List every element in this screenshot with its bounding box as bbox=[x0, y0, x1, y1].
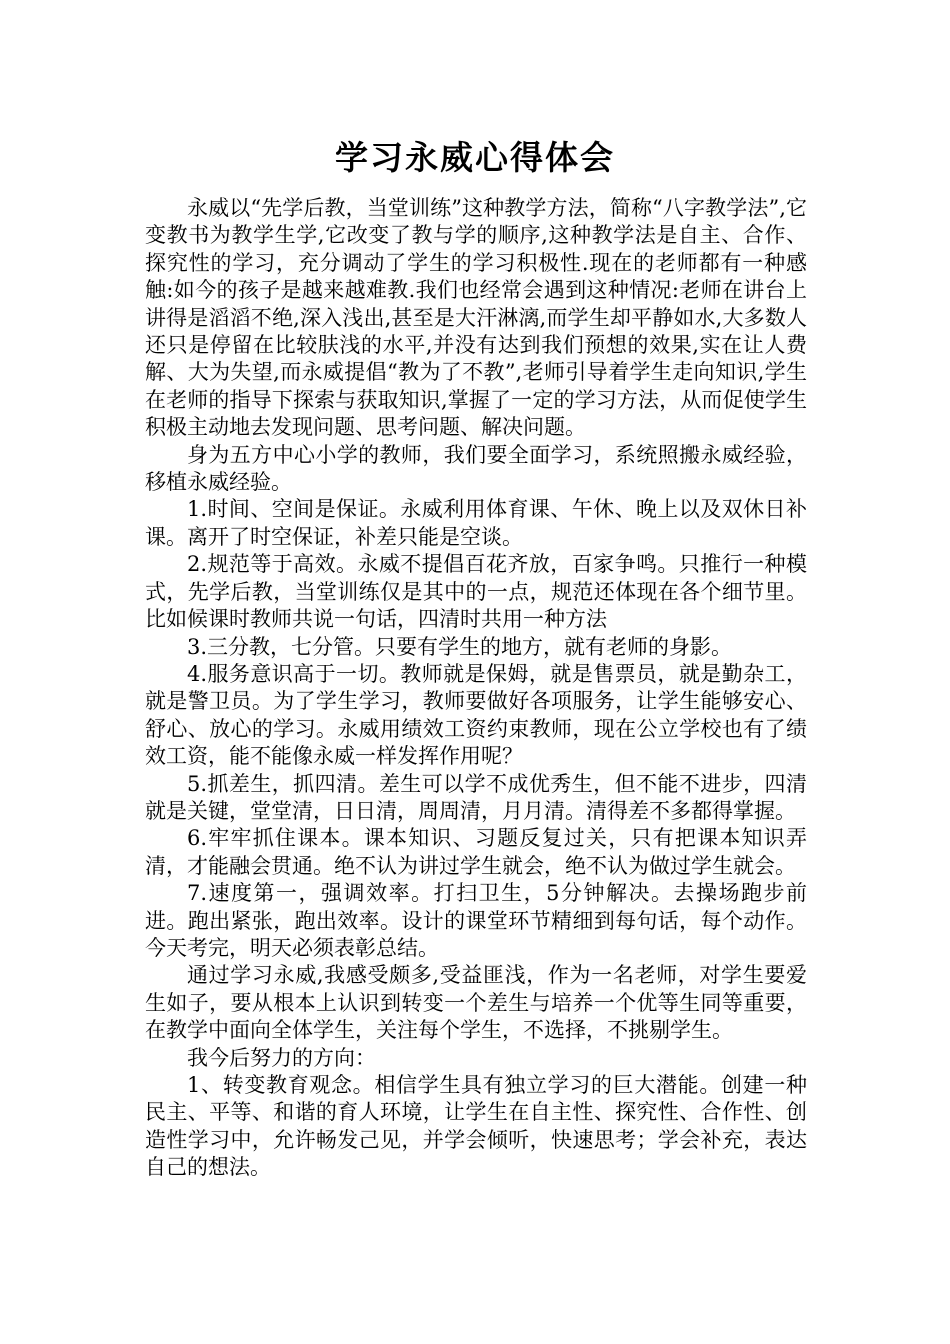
document-body bbox=[145, 195, 807, 1182]
paragraph: 通过学习永威,我感受颇多,受益匪浅，作为一名老师，对学生要爱生如子，要从根本上认识到转变一个差生与培养一个优等生同等重要，在教学中面向全体学生，关注每个学生，不选择，不挑剔学生。 bbox=[145, 963, 807, 1043]
paragraph: 永威以“先学后教，当堂训练”这种教学方法，简称“八字教学法”,它变教书为教学生学,它改变了教与学的顺序,这种教学法是自主、合作、探究性的学习，充分调动了学生的学习积极性.现在的老师都有一种感触:如今的孩子是越来越难教.我们也经常会遇到这种情况:老师在讲台上讲得是滔滔不绝,深入浅出,甚至是大汗淋漓,而学生却平静如水,大多数人还只是停留在比较肤浅的水平,并没有达到我们预想的效果,实在让人费解、大为失望,而永威提倡“教为了不教”,老师引导着学生走向知识,学生在老师的指导下探索与获取知识,掌握了一定的学习方法，从而促使学生积极主动地去发现问题、思考问题、解决问题。 bbox=[145, 196, 807, 440]
paragraph: 7.速度第一，强调效率。打扫卫生，5分钟解决。去操场跑步前进。跑出紧张，跑出效率。设计的课堂环节精细到每句话，每个动作。今天考完，明天必须表彰总结。 bbox=[145, 881, 807, 960]
paragraph: 1、转变教育观念。相信学生具有独立学习的巨大潜能。创建一种民主、平等、和谐的育人环境，让学生在自主性、探究性、合作性、创造性学习中，允许畅发己见，并学会倾听，快速思考；学会补充，表达自己的想法。 bbox=[145, 1073, 807, 1180]
document-title: 学习永威心得体会 bbox=[335, 138, 615, 177]
paragraph: 4.服务意识高于一切。教师就是保姆，就是售票员，就是勤杂工，就是警卫员。为了学生学习，教师要做好各项服务，让学生能够安心、舒心、放心的学习。永威用绩效工资约束教师，现在公立学校也有了绩效工资，能不能像永威一样发挥作用呢？ bbox=[145, 661, 807, 769]
paragraph: 我今后努力的方向： bbox=[187, 1045, 376, 1070]
paragraph: 身为五方中心小学的教师，我们要全面学习，系统照搬永威经验，移植永威经验。 bbox=[145, 442, 807, 495]
paragraph: 3.三分教，七分管。只要有学生的地方，就有老师的身影。 bbox=[187, 634, 733, 659]
paragraph: 1.时间、空间是保证。永威利用体育课、午休、晚上以及双休日补课。离开了时空保证，补差只能是空谈。 bbox=[145, 497, 807, 549]
paragraph: 5.抓差生，抓四清。差生可以学不成优秀生，但不能不进步，四清就是关键，堂堂清，日日清，周周清，月月清。清得差不多都得掌握。 bbox=[145, 771, 807, 823]
paragraph: 6.牢牢抓住课本。课本知识、习题反复过关，只有把课本知识弄清，才能融会贯通。绝不认为讲过学生就会，绝不认为做过学生就会。 bbox=[145, 826, 807, 878]
paragraph: 2.规范等于高效。永威不提倡百花齐放，百家争鸣。只推行一种模式，先学后教，当堂训练仅是其中的一点，规范还体现在各个细节里。比如候课时教师共说一句话，四清时共用一种方法 bbox=[145, 552, 807, 632]
